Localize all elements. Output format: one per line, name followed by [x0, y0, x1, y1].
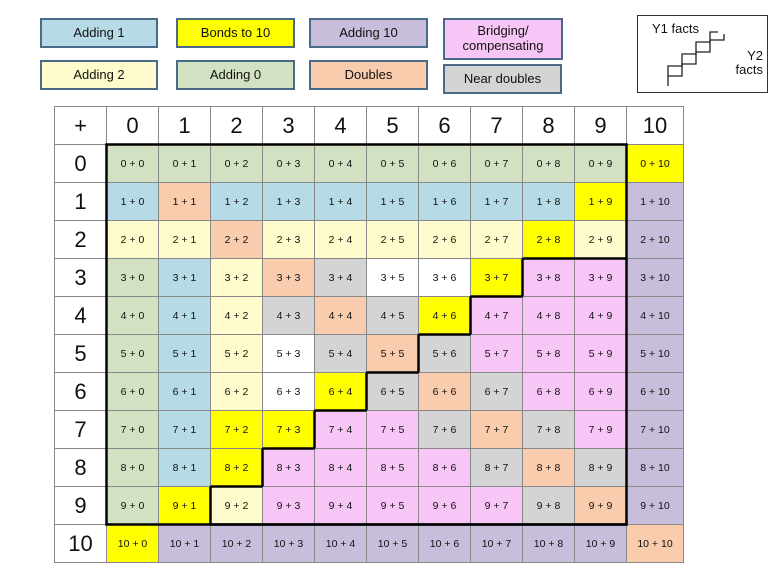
fact-cell: 7 + 4	[315, 411, 367, 449]
fact-cell: 9 + 4	[315, 487, 367, 525]
fact-cell: 9 + 6	[419, 487, 471, 525]
fact-cell: 0 + 8	[523, 145, 575, 183]
row-header: 10	[55, 525, 107, 563]
legend-bonds-to-10: Bonds to 10	[176, 18, 295, 48]
fact-cell: 1 + 4	[315, 183, 367, 221]
column-header: 2	[211, 107, 263, 145]
fact-cell: 5 + 2	[211, 335, 263, 373]
row-header: 5	[55, 335, 107, 373]
fact-cell: 4 + 10	[627, 297, 684, 335]
fact-cell: 8 + 7	[471, 449, 523, 487]
fact-cell: 6 + 0	[107, 373, 159, 411]
fact-cell: 3 + 5	[367, 259, 419, 297]
fact-cell: 3 + 0	[107, 259, 159, 297]
fact-cell: 1 + 8	[523, 183, 575, 221]
fact-cell: 4 + 9	[575, 297, 627, 335]
fact-cell: 10 + 7	[471, 525, 523, 563]
column-header: 4	[315, 107, 367, 145]
fact-cell: 1 + 9	[575, 183, 627, 221]
fact-cell: 7 + 3	[263, 411, 315, 449]
fact-cell: 2 + 6	[419, 221, 471, 259]
fact-cell: 5 + 4	[315, 335, 367, 373]
fact-cell: 3 + 6	[419, 259, 471, 297]
fact-cell: 0 + 3	[263, 145, 315, 183]
fact-cell: 0 + 6	[419, 145, 471, 183]
fact-cell: 7 + 7	[471, 411, 523, 449]
fact-cell: 1 + 0	[107, 183, 159, 221]
fact-cell: 8 + 1	[159, 449, 211, 487]
fact-cell: 5 + 9	[575, 335, 627, 373]
fact-cell: 5 + 10	[627, 335, 684, 373]
fact-cell: 6 + 4	[315, 373, 367, 411]
column-header: 10	[627, 107, 684, 145]
fact-cell: 2 + 5	[367, 221, 419, 259]
column-header: 1	[159, 107, 211, 145]
fact-cell: 8 + 4	[315, 449, 367, 487]
column-header: 6	[419, 107, 471, 145]
fact-cell: 4 + 5	[367, 297, 419, 335]
fact-cell: 5 + 6	[419, 335, 471, 373]
fact-cell: 7 + 6	[419, 411, 471, 449]
fact-cell: 9 + 9	[575, 487, 627, 525]
fact-cell: 10 + 0	[107, 525, 159, 563]
fact-cell: 6 + 1	[159, 373, 211, 411]
fact-cell: 5 + 7	[471, 335, 523, 373]
fact-cell: 4 + 3	[263, 297, 315, 335]
fact-cell: 5 + 0	[107, 335, 159, 373]
fact-cell: 2 + 8	[523, 221, 575, 259]
fact-cell: 7 + 5	[367, 411, 419, 449]
column-header: 5	[367, 107, 419, 145]
fact-cell: 2 + 3	[263, 221, 315, 259]
row-header: 1	[55, 183, 107, 221]
fact-cell: 7 + 9	[575, 411, 627, 449]
fact-cell: 5 + 8	[523, 335, 575, 373]
row-header: 3	[55, 259, 107, 297]
fact-cell: 6 + 2	[211, 373, 263, 411]
y1-facts-label: Y1 facts	[652, 21, 699, 36]
fact-cell: 6 + 3	[263, 373, 315, 411]
row-header: 6	[55, 373, 107, 411]
fact-cell: 4 + 6	[419, 297, 471, 335]
column-header: 9	[575, 107, 627, 145]
legend-adding-1: Adding 1	[40, 18, 158, 48]
fact-cell: 6 + 5	[367, 373, 419, 411]
fact-cell: 0 + 4	[315, 145, 367, 183]
fact-cell: 3 + 8	[523, 259, 575, 297]
staircase-key	[637, 15, 768, 93]
legend-adding-10: Adding 10	[309, 18, 428, 48]
fact-cell: 9 + 8	[523, 487, 575, 525]
fact-cell: 1 + 5	[367, 183, 419, 221]
row-header: 8	[55, 449, 107, 487]
fact-cell: 1 + 6	[419, 183, 471, 221]
fact-cell: 1 + 7	[471, 183, 523, 221]
row-header: 2	[55, 221, 107, 259]
fact-cell: 4 + 7	[471, 297, 523, 335]
fact-cell: 3 + 7	[471, 259, 523, 297]
fact-cell: 5 + 3	[263, 335, 315, 373]
legend-adding-2: Adding 2	[40, 60, 158, 90]
fact-cell: 10 + 4	[315, 525, 367, 563]
fact-cell: 9 + 1	[159, 487, 211, 525]
fact-cell: 2 + 0	[107, 221, 159, 259]
fact-cell: 2 + 2	[211, 221, 263, 259]
row-header: 9	[55, 487, 107, 525]
fact-cell: 3 + 4	[315, 259, 367, 297]
fact-cell: 1 + 1	[159, 183, 211, 221]
fact-cell: 10 + 3	[263, 525, 315, 563]
legend-doubles: Doubles	[309, 60, 428, 90]
fact-cell: 7 + 10	[627, 411, 684, 449]
fact-cell: 5 + 5	[367, 335, 419, 373]
fact-cell: 6 + 10	[627, 373, 684, 411]
fact-cell: 0 + 0	[107, 145, 159, 183]
fact-cell: 4 + 8	[523, 297, 575, 335]
column-header: 3	[263, 107, 315, 145]
addition-facts-grid	[54, 106, 684, 563]
fact-cell: 2 + 10	[627, 221, 684, 259]
fact-cell: 10 + 2	[211, 525, 263, 563]
legend-near-doubles: Near doubles	[443, 64, 562, 94]
fact-cell: 4 + 0	[107, 297, 159, 335]
fact-cell: 0 + 1	[159, 145, 211, 183]
fact-cell: 4 + 2	[211, 297, 263, 335]
fact-cell: 9 + 0	[107, 487, 159, 525]
fact-cell: 10 + 9	[575, 525, 627, 563]
fact-cell: 8 + 0	[107, 449, 159, 487]
fact-cell: 9 + 7	[471, 487, 523, 525]
row-header: 4	[55, 297, 107, 335]
fact-cell: 9 + 10	[627, 487, 684, 525]
legend-adding-0: Adding 0	[176, 60, 295, 90]
fact-cell: 7 + 0	[107, 411, 159, 449]
fact-cell: 3 + 2	[211, 259, 263, 297]
fact-cell: 8 + 2	[211, 449, 263, 487]
fact-cell: 9 + 5	[367, 487, 419, 525]
fact-cell: 0 + 9	[575, 145, 627, 183]
fact-cell: 3 + 3	[263, 259, 315, 297]
fact-cell: 4 + 4	[315, 297, 367, 335]
fact-cell: 7 + 2	[211, 411, 263, 449]
fact-cell: 10 + 1	[159, 525, 211, 563]
fact-cell: 10 + 10	[627, 525, 684, 563]
fact-cell: 2 + 4	[315, 221, 367, 259]
fact-cell: 10 + 8	[523, 525, 575, 563]
fact-cell: 4 + 1	[159, 297, 211, 335]
fact-cell: 3 + 9	[575, 259, 627, 297]
fact-cell: 5 + 1	[159, 335, 211, 373]
fact-cell: 10 + 5	[367, 525, 419, 563]
row-header: 7	[55, 411, 107, 449]
fact-cell: 2 + 9	[575, 221, 627, 259]
fact-cell: 8 + 9	[575, 449, 627, 487]
fact-cell: 1 + 3	[263, 183, 315, 221]
fact-cell: 8 + 8	[523, 449, 575, 487]
fact-cell: 0 + 5	[367, 145, 419, 183]
fact-cell: 8 + 6	[419, 449, 471, 487]
plus-corner: +	[55, 107, 107, 145]
legend-bridging-compensating: Bridging/ compensating	[443, 18, 563, 60]
fact-cell: 6 + 7	[471, 373, 523, 411]
fact-cell: 9 + 2	[211, 487, 263, 525]
fact-cell: 10 + 6	[419, 525, 471, 563]
fact-cell: 3 + 1	[159, 259, 211, 297]
fact-cell: 6 + 6	[419, 373, 471, 411]
y2-facts-label: Y2 facts	[735, 48, 763, 78]
fact-cell: 7 + 1	[159, 411, 211, 449]
fact-cell: 8 + 5	[367, 449, 419, 487]
fact-cell: 0 + 7	[471, 145, 523, 183]
row-header: 0	[55, 145, 107, 183]
fact-cell: 9 + 3	[263, 487, 315, 525]
fact-cell: 3 + 10	[627, 259, 684, 297]
fact-cell: 7 + 8	[523, 411, 575, 449]
fact-cell: 2 + 1	[159, 221, 211, 259]
fact-cell: 8 + 10	[627, 449, 684, 487]
column-header: 8	[523, 107, 575, 145]
column-header: 0	[107, 107, 159, 145]
fact-cell: 2 + 7	[471, 221, 523, 259]
fact-cell: 1 + 2	[211, 183, 263, 221]
fact-cell: 6 + 9	[575, 373, 627, 411]
fact-cell: 0 + 10	[627, 145, 684, 183]
fact-cell: 6 + 8	[523, 373, 575, 411]
fact-cell: 1 + 10	[627, 183, 684, 221]
column-header: 7	[471, 107, 523, 145]
fact-cell: 8 + 3	[263, 449, 315, 487]
fact-cell: 0 + 2	[211, 145, 263, 183]
